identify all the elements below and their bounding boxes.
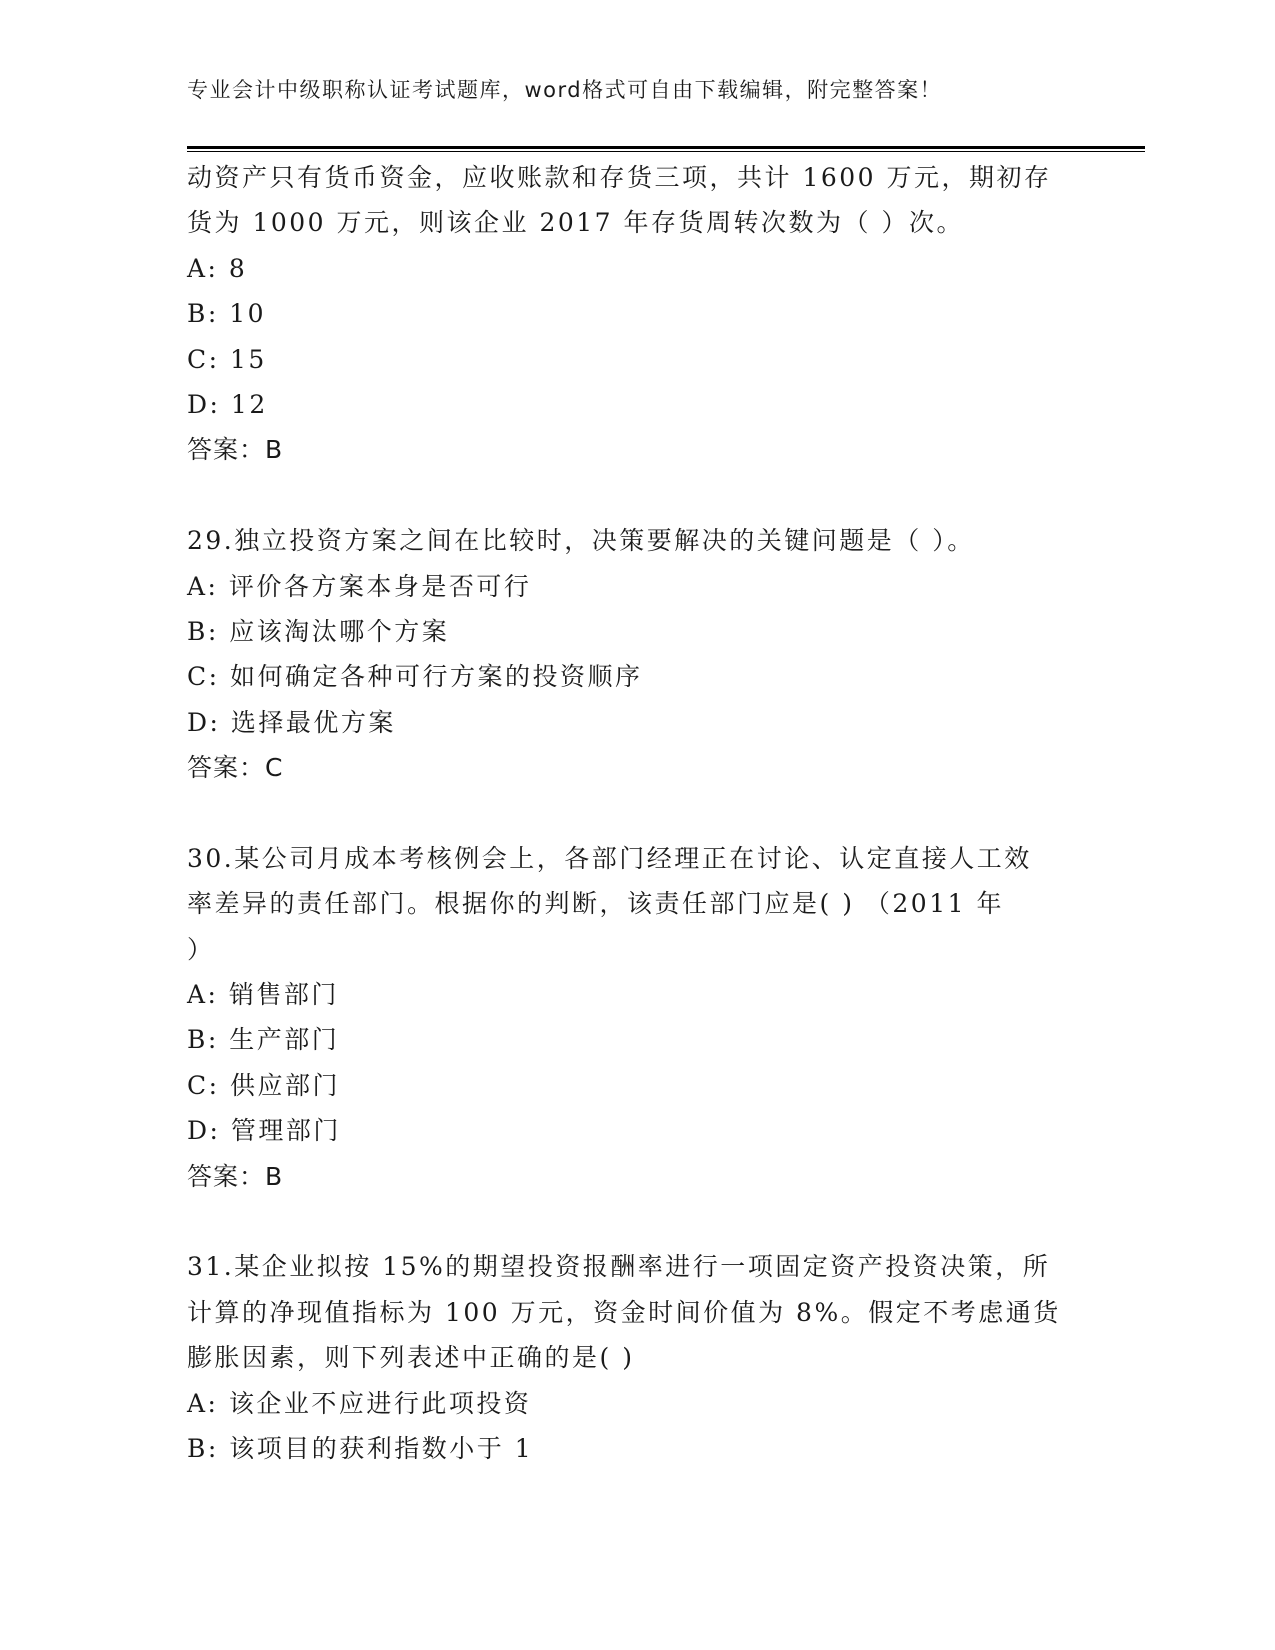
- option-b: B: 应该淘汰哪个方案: [187, 616, 450, 646]
- header-rule-thin: [187, 151, 1145, 152]
- page-header: 专业会计中级职称认证考试题库，word格式可自由下载编辑，附完整答案！: [187, 78, 943, 102]
- question-text-line: 29.独立投资方案之间在比较时，决策要解决的关键问题是（ ）。: [187, 526, 975, 556]
- option-b: B: 生产部门: [187, 1025, 340, 1055]
- question-text-line: 计算的净现值指标为 100 万元，资金时间价值为 8%。假定不考虑通货: [187, 1297, 1061, 1327]
- option-a: A: 评价各方案本身是否可行: [187, 571, 532, 601]
- answer-line: 答案：B: [187, 1161, 284, 1191]
- question-29: [187, 518, 1087, 790]
- question-text-line: 31.某企业拟按 15%的期望投资报酬率进行一项固定资产投资决策，所: [187, 1252, 1051, 1282]
- question-text-line: ）: [187, 934, 215, 964]
- header-rule-thick: [187, 146, 1145, 149]
- option-d: D: 管理部门: [187, 1116, 341, 1146]
- option-b: B: 该项目的获利指数小于 1: [187, 1433, 534, 1463]
- spacer: [187, 790, 1087, 835]
- spacer: [187, 1199, 1087, 1244]
- question-31: [187, 1244, 1087, 1471]
- document-body: [187, 155, 1087, 1471]
- question-text-line: 30.某公司月成本考核例会上，各部门经理正在讨论、认定直接人工效: [187, 843, 1032, 873]
- question-text-line: 膨胀因素，则下列表述中正确的是( ): [187, 1343, 635, 1373]
- option-c: C: 供应部门: [187, 1070, 340, 1100]
- answer-line: 答案：C: [187, 753, 284, 783]
- question-text-line: 率差异的责任部门。根据你的判断，该责任部门应是( ) （2011 年: [187, 889, 1004, 919]
- answer-line: 答案：B: [187, 435, 284, 465]
- spacer: [187, 473, 1087, 518]
- option-a: A: 销售部门: [187, 980, 339, 1010]
- option-a: A: 该企业不应进行此项投资: [187, 1388, 532, 1418]
- question-30: [187, 836, 1087, 1199]
- option-c: C: 如何确定各种可行方案的投资顺序: [187, 662, 643, 692]
- option-c: C: 15: [187, 344, 267, 374]
- option-d: D: 12: [187, 389, 268, 419]
- question-text-line: 货为 1000 万元，则该企业 2017 年存货周转次数为（ ）次。: [187, 208, 964, 238]
- option-d: D: 选择最优方案: [187, 707, 396, 737]
- option-a: A: 8: [187, 253, 248, 283]
- question-28: [187, 155, 1087, 473]
- option-b: B: 10: [187, 299, 267, 329]
- question-text-line: 动资产只有货币资金，应收账款和存货三项，共计 1600 万元，期初存: [187, 163, 1052, 192]
